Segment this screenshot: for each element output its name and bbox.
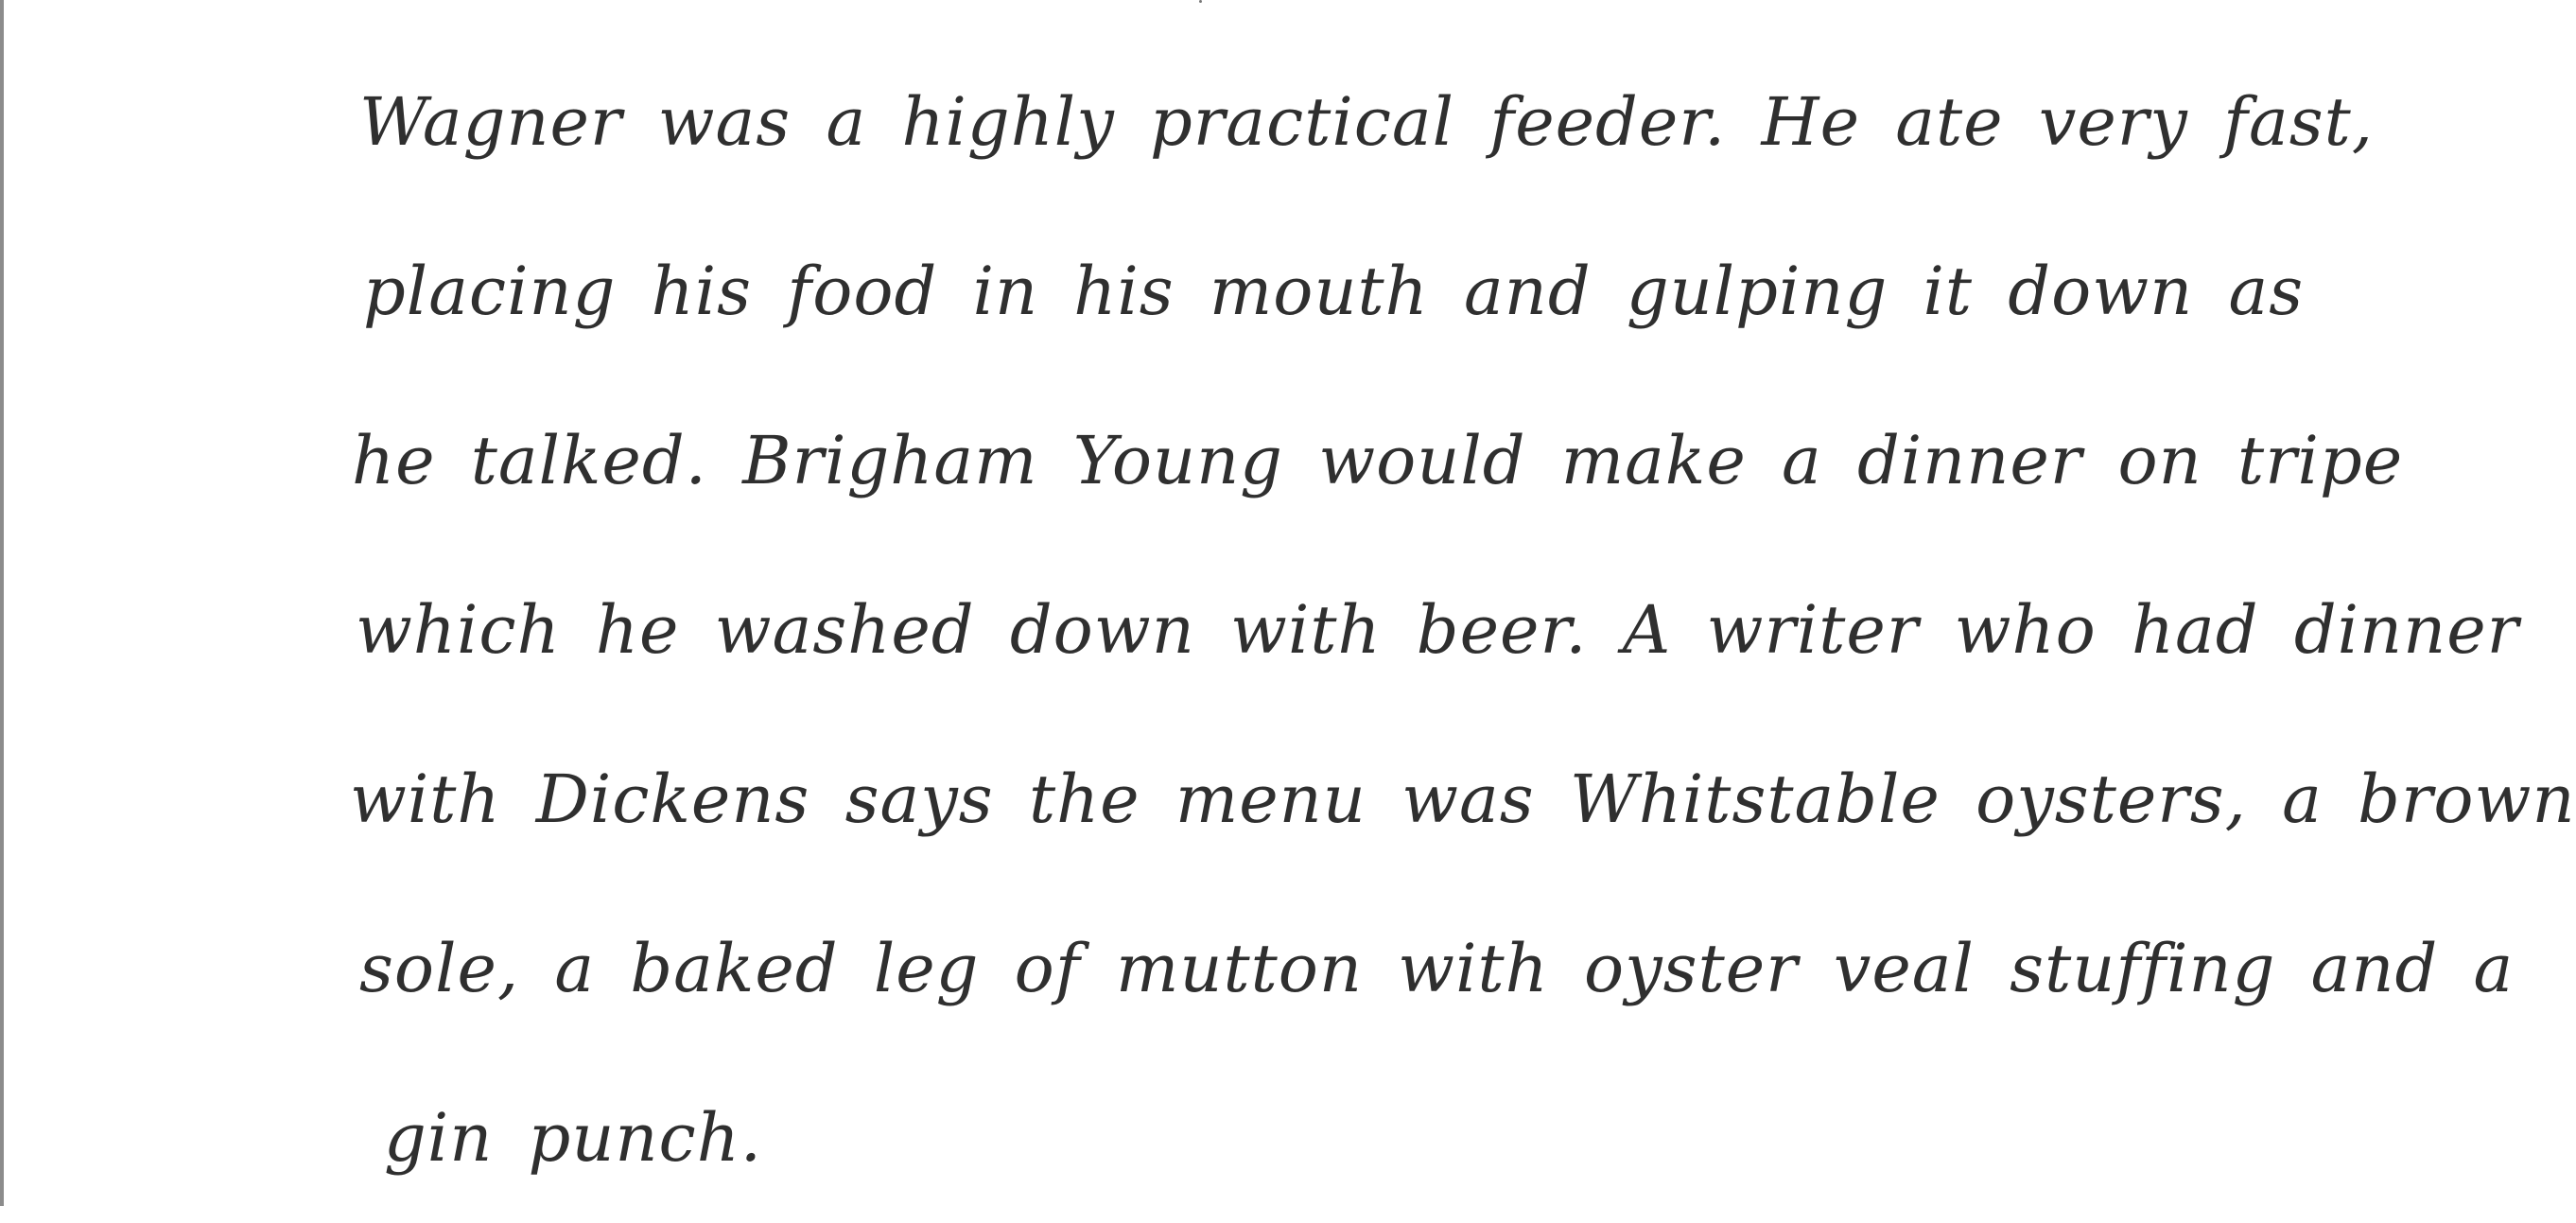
page-edge-line	[0, 0, 4, 1206]
text-line-7: gin punch.	[384, 1099, 763, 1177]
text-line-2: placing his food in his mouth and gulping it down as	[363, 253, 2305, 330]
handwritten-text-block	[350, 38, 2576, 1201]
text-line-4: which he washed down with beer. A writer who had dinner	[356, 591, 2520, 669]
text-line-6: sole, a baked leg of mutton with oyster veal stuffing and a	[359, 930, 2515, 1007]
text-line-3: he talked. Brigham Young would make a dinner on tripe	[352, 422, 2404, 499]
scan-speck	[1199, 0, 1202, 3]
text-line-5: with Dickens says the menu was Whitstable oysters, a brown	[350, 760, 2576, 838]
text-line-1: Wagner was a highly practical feeder. He ate very fast,	[359, 83, 2374, 161]
